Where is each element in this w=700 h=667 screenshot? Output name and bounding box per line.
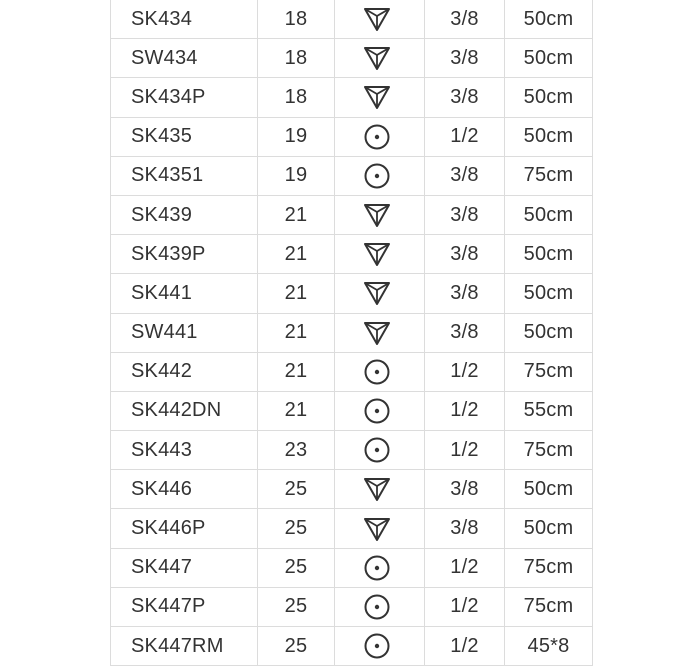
table-row	[111, 274, 593, 313]
model-cell: SK439	[111, 196, 258, 234]
icon-cell	[335, 314, 425, 352]
number-cell: 18	[258, 0, 335, 38]
fraction-cell: 3/8	[425, 509, 505, 547]
model-cell: SK447RM	[111, 627, 258, 665]
model-cell: SK446	[111, 470, 258, 508]
circle-dot-icon	[363, 162, 391, 190]
circle-dot-icon	[363, 397, 391, 425]
table-row	[111, 196, 593, 235]
number-cell: 21	[258, 196, 335, 234]
table-row	[111, 314, 593, 353]
icon-cell	[335, 118, 425, 156]
number-cell: 25	[258, 588, 335, 626]
icon-cell	[335, 274, 425, 312]
fraction-cell: 1/2	[425, 353, 505, 391]
triangle-icon	[363, 201, 391, 229]
triangle-icon	[363, 240, 391, 268]
table-row	[111, 627, 593, 666]
fraction-cell: 3/8	[425, 39, 505, 77]
triangle-icon	[363, 5, 391, 33]
length-cell: 75cm	[505, 157, 593, 195]
table-row	[111, 588, 593, 627]
triangle-icon	[363, 279, 391, 307]
model-cell: SK447P	[111, 588, 258, 626]
length-cell: 50cm	[505, 39, 593, 77]
model-cell: SK4351	[111, 157, 258, 195]
icon-cell	[335, 196, 425, 234]
icon-cell	[335, 470, 425, 508]
icon-cell	[335, 78, 425, 116]
length-cell: 50cm	[505, 274, 593, 312]
model-cell: SK434	[111, 0, 258, 38]
number-cell: 21	[258, 353, 335, 391]
fraction-cell: 1/2	[425, 392, 505, 430]
model-cell: SK434P	[111, 78, 258, 116]
triangle-icon	[363, 44, 391, 72]
number-cell: 19	[258, 118, 335, 156]
table-row	[111, 39, 593, 78]
fraction-cell: 3/8	[425, 274, 505, 312]
model-cell: SK443	[111, 431, 258, 469]
length-cell: 75cm	[505, 549, 593, 587]
triangle-icon	[363, 475, 391, 503]
length-cell: 75cm	[505, 431, 593, 469]
number-cell: 18	[258, 39, 335, 77]
icon-cell	[335, 509, 425, 547]
fraction-cell: 3/8	[425, 470, 505, 508]
icon-cell	[335, 588, 425, 626]
number-cell: 21	[258, 274, 335, 312]
icon-cell	[335, 353, 425, 391]
fraction-cell: 3/8	[425, 314, 505, 352]
icon-cell	[335, 157, 425, 195]
model-cell: SK446P	[111, 509, 258, 547]
triangle-icon	[363, 319, 391, 347]
length-cell: 50cm	[505, 196, 593, 234]
model-cell: SW434	[111, 39, 258, 77]
circle-dot-icon	[363, 123, 391, 151]
fraction-cell: 1/2	[425, 118, 505, 156]
number-cell: 25	[258, 549, 335, 587]
length-cell: 55cm	[505, 392, 593, 430]
circle-dot-icon	[363, 554, 391, 582]
number-cell: 21	[258, 392, 335, 430]
icon-cell	[335, 627, 425, 665]
table-row	[111, 549, 593, 588]
table-row	[111, 353, 593, 392]
number-cell: 21	[258, 314, 335, 352]
icon-cell	[335, 392, 425, 430]
fraction-cell: 3/8	[425, 196, 505, 234]
length-cell: 50cm	[505, 509, 593, 547]
table-row	[111, 0, 593, 39]
circle-dot-icon	[363, 632, 391, 660]
spec-table	[110, 0, 593, 666]
fraction-cell: 1/2	[425, 431, 505, 469]
length-cell: 50cm	[505, 78, 593, 116]
icon-cell	[335, 235, 425, 273]
table-row	[111, 470, 593, 509]
triangle-icon	[363, 515, 391, 543]
length-cell: 75cm	[505, 353, 593, 391]
model-cell: SK447	[111, 549, 258, 587]
model-cell: SK439P	[111, 235, 258, 273]
fraction-cell: 3/8	[425, 157, 505, 195]
number-cell: 23	[258, 431, 335, 469]
circle-dot-icon	[363, 358, 391, 386]
number-cell: 25	[258, 627, 335, 665]
icon-cell	[335, 431, 425, 469]
length-cell: 50cm	[505, 470, 593, 508]
icon-cell	[335, 549, 425, 587]
table-row	[111, 118, 593, 157]
triangle-icon	[363, 83, 391, 111]
circle-dot-icon	[363, 436, 391, 464]
table-row	[111, 157, 593, 196]
model-cell: SK442	[111, 353, 258, 391]
fraction-cell: 1/2	[425, 549, 505, 587]
length-cell: 50cm	[505, 118, 593, 156]
fraction-cell: 3/8	[425, 0, 505, 38]
number-cell: 19	[258, 157, 335, 195]
fraction-cell: 3/8	[425, 235, 505, 273]
table-row	[111, 78, 593, 117]
number-cell: 25	[258, 470, 335, 508]
length-cell: 50cm	[505, 0, 593, 38]
icon-cell	[335, 39, 425, 77]
fraction-cell: 1/2	[425, 588, 505, 626]
number-cell: 21	[258, 235, 335, 273]
model-cell: SK442DN	[111, 392, 258, 430]
table-row	[111, 509, 593, 548]
number-cell: 18	[258, 78, 335, 116]
table-row	[111, 392, 593, 431]
circle-dot-icon	[363, 593, 391, 621]
length-cell: 75cm	[505, 588, 593, 626]
model-cell: SK441	[111, 274, 258, 312]
number-cell: 25	[258, 509, 335, 547]
length-cell: 50cm	[505, 314, 593, 352]
length-cell: 50cm	[505, 235, 593, 273]
model-cell: SK435	[111, 118, 258, 156]
icon-cell	[335, 0, 425, 38]
fraction-cell: 3/8	[425, 78, 505, 116]
table-row	[111, 235, 593, 274]
fraction-cell: 1/2	[425, 627, 505, 665]
table-row	[111, 431, 593, 470]
model-cell: SW441	[111, 314, 258, 352]
length-cell: 45*8	[505, 627, 593, 665]
